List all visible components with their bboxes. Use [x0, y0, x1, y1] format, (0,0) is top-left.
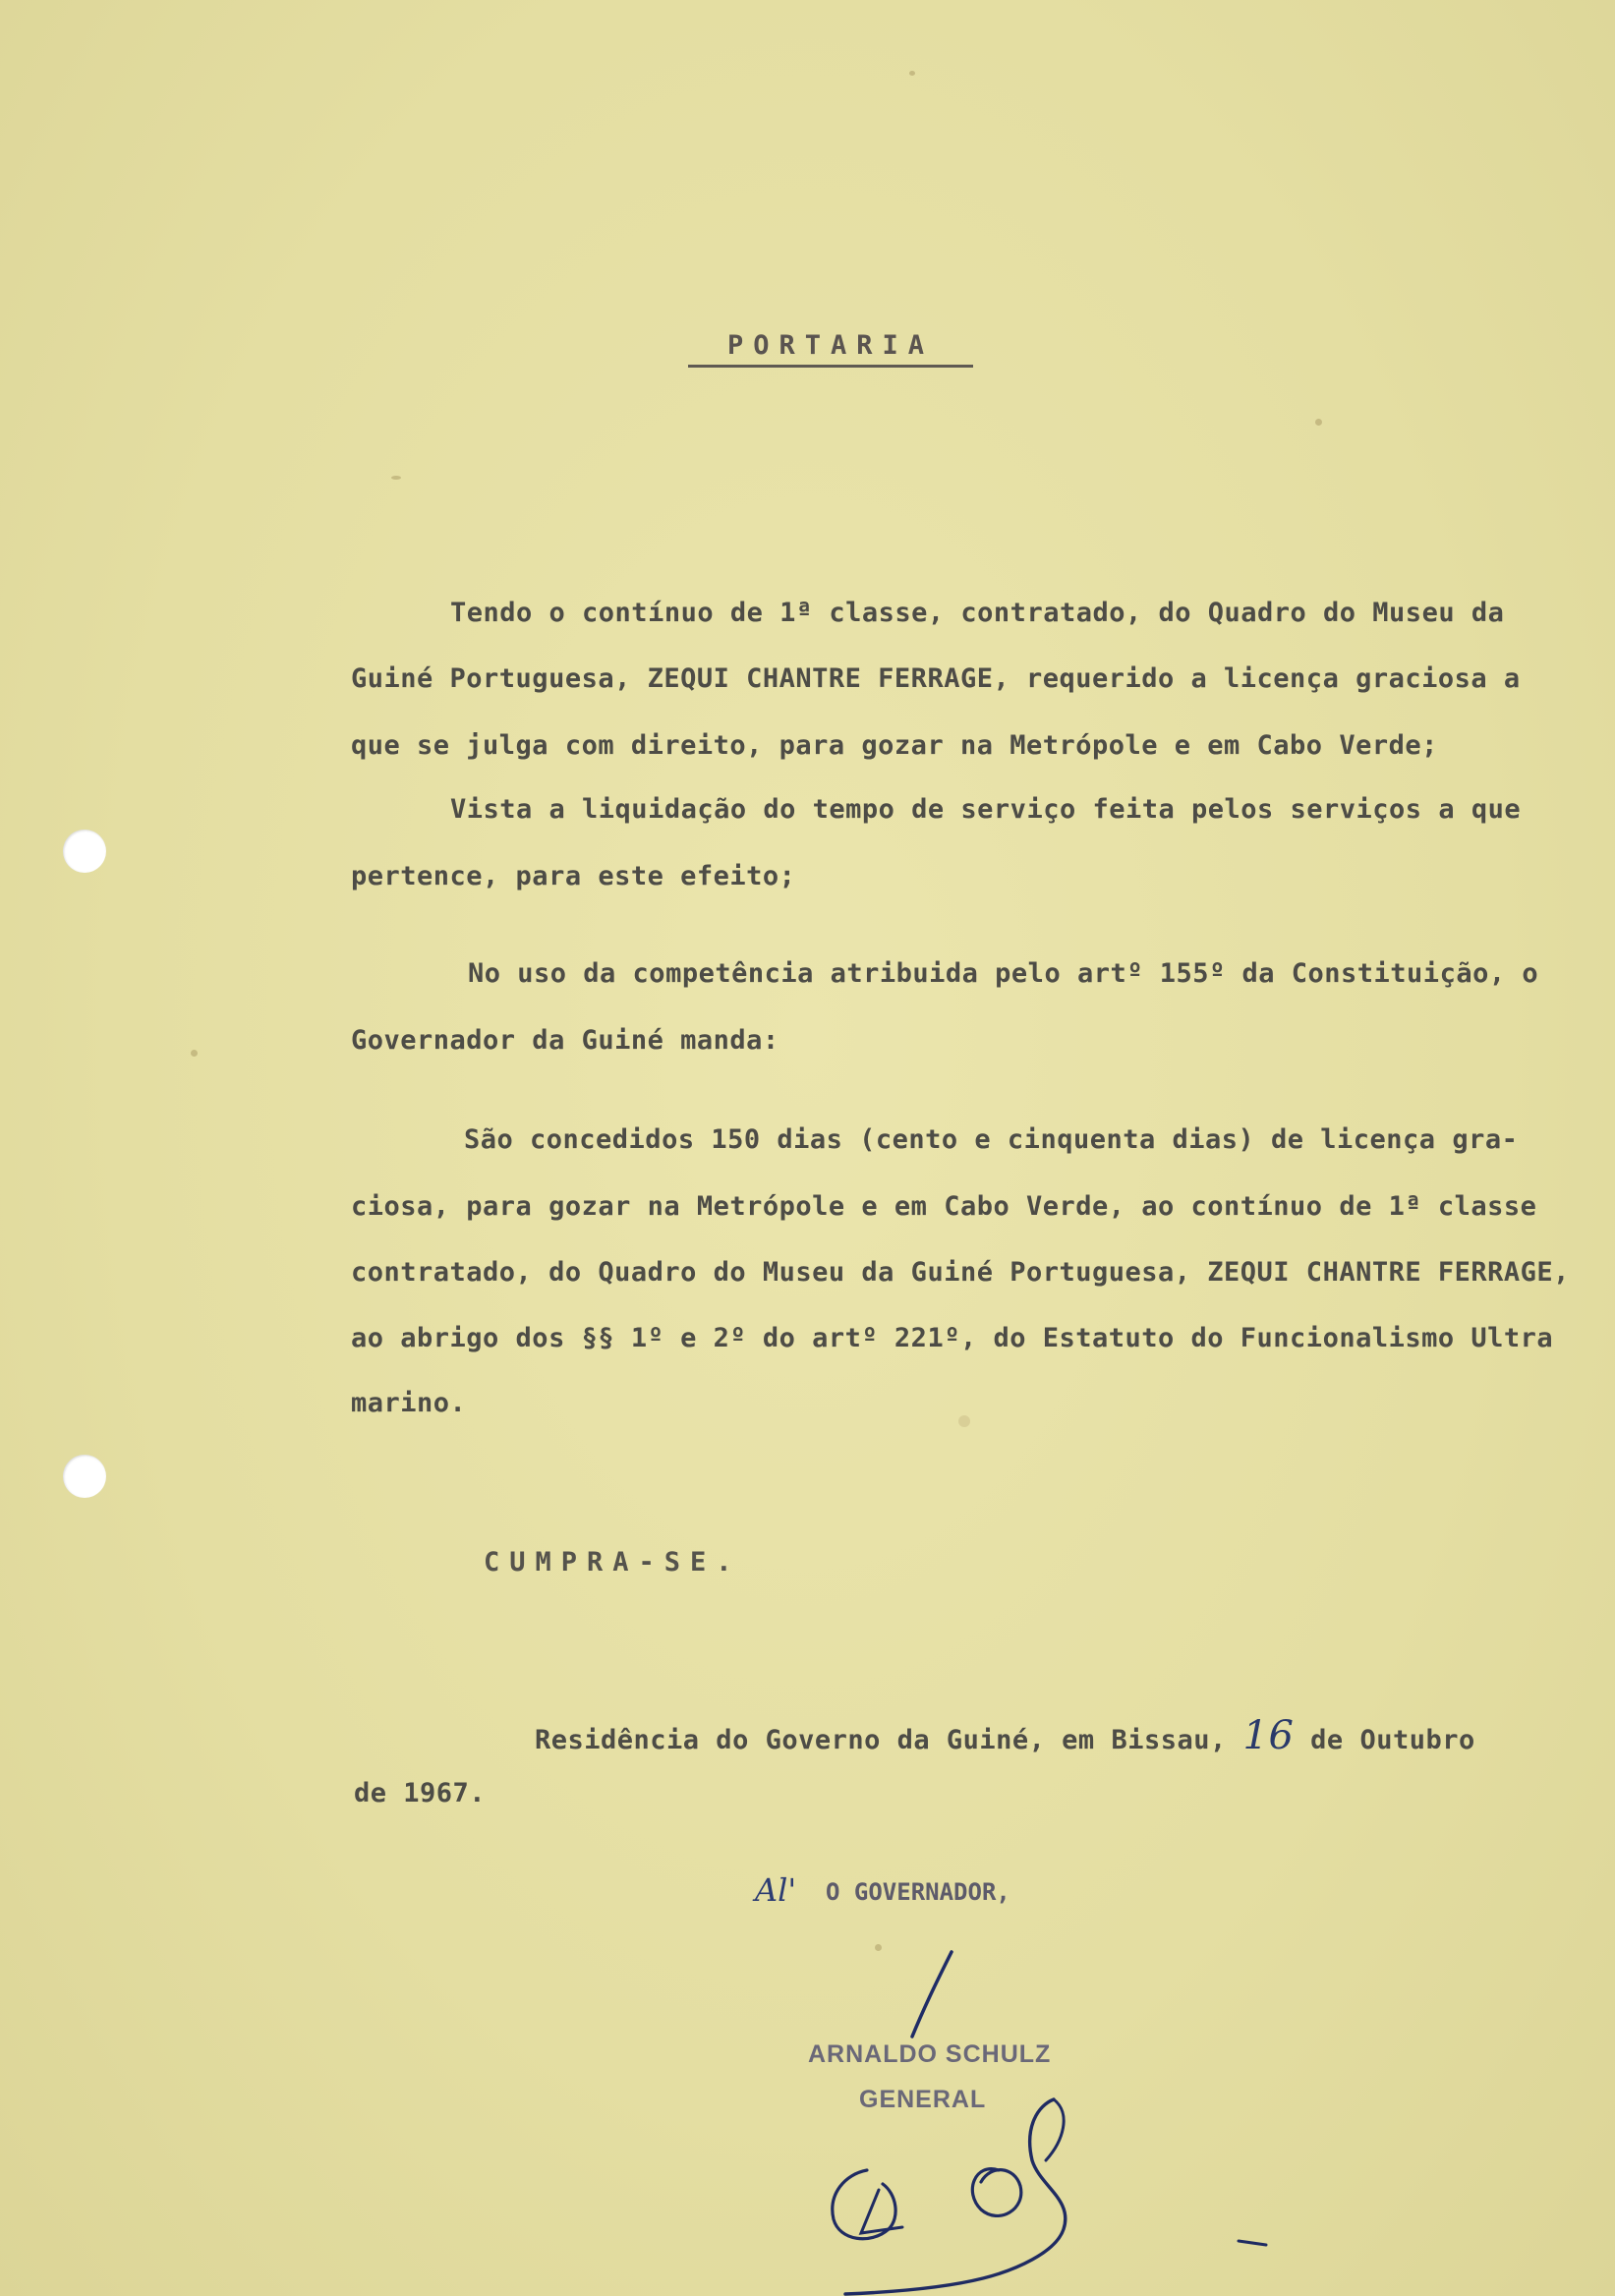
place-date-line: [535, 1713, 1475, 1758]
punch-hole-top: [63, 830, 106, 873]
paragraph3-line2: Governador da Guiné manda:: [351, 1025, 779, 1056]
document-title: PORTARIA: [688, 330, 973, 368]
paper-speck: [909, 71, 915, 76]
paper-speck: [191, 1050, 198, 1057]
punch-hole-bottom: [63, 1455, 106, 1498]
stamp-signatory-rank: GENERAL: [859, 2086, 987, 2113]
paper-speck: [958, 1415, 970, 1427]
paragraph1-line1: Tendo o contínuo de 1ª classe, contratado, do Quadro do Museu da: [450, 598, 1505, 628]
paragraph2-line1: Vista a liquidação do tempo de serviço feita pelos serviços a que: [450, 794, 1522, 825]
signature-stroke-mark: [904, 1946, 963, 2044]
place-date-month: de Outubro: [1310, 1725, 1475, 1755]
paper-speck: [1315, 419, 1322, 426]
place-date-prefix: Residência do Governo da Guiné, em Bissau,: [535, 1725, 1227, 1755]
paragraph4-line3: contratado, do Quadro do Museu da Guiné Portuguesa, ZEQUI CHANTRE FERRAGE,: [351, 1257, 1570, 1288]
stamp-signatory-name: ARNALDO SCHULZ: [808, 2040, 1052, 2068]
place-date-year: de 1967.: [354, 1778, 487, 1808]
paragraph4-line5: marino.: [351, 1388, 467, 1418]
paragraph3-line1: No uso da competência atribuida pelo artº 155º da Constituição, o: [468, 958, 1539, 989]
closing-formula: CUMPRA-SE.: [484, 1547, 742, 1578]
paragraph1-line3: que se julga com direito, para gozar na Metrópole e em Cabo Verde;: [351, 730, 1438, 761]
handwritten-prefix: Al': [755, 1871, 797, 1909]
handwritten-signature: [806, 2084, 1278, 2296]
governor-role-label: O GOVERNADOR,: [826, 1878, 1010, 1906]
paragraph4-line4: ao abrigo dos §§ 1º e 2º do artº 221º, do Estatuto do Funcionalismo Ultra: [351, 1323, 1554, 1353]
paragraph4-line1: São concedidos 150 dias (cento e cinquenta dias) de licença gra-: [464, 1124, 1519, 1155]
handwritten-day: 16: [1242, 1713, 1295, 1758]
paper-speck: [875, 1944, 882, 1951]
paragraph4-line2: ciosa, para gozar na Metrópole e em Cabo Verde, ao contínuo de 1ª classe: [351, 1191, 1537, 1222]
paragraph2-line2: pertence, para este efeito;: [351, 861, 796, 891]
paper-speck: [391, 476, 401, 480]
paragraph1-line2: Guiné Portuguesa, ZEQUI CHANTRE FERRAGE, requerido a licença graciosa a: [351, 663, 1521, 694]
